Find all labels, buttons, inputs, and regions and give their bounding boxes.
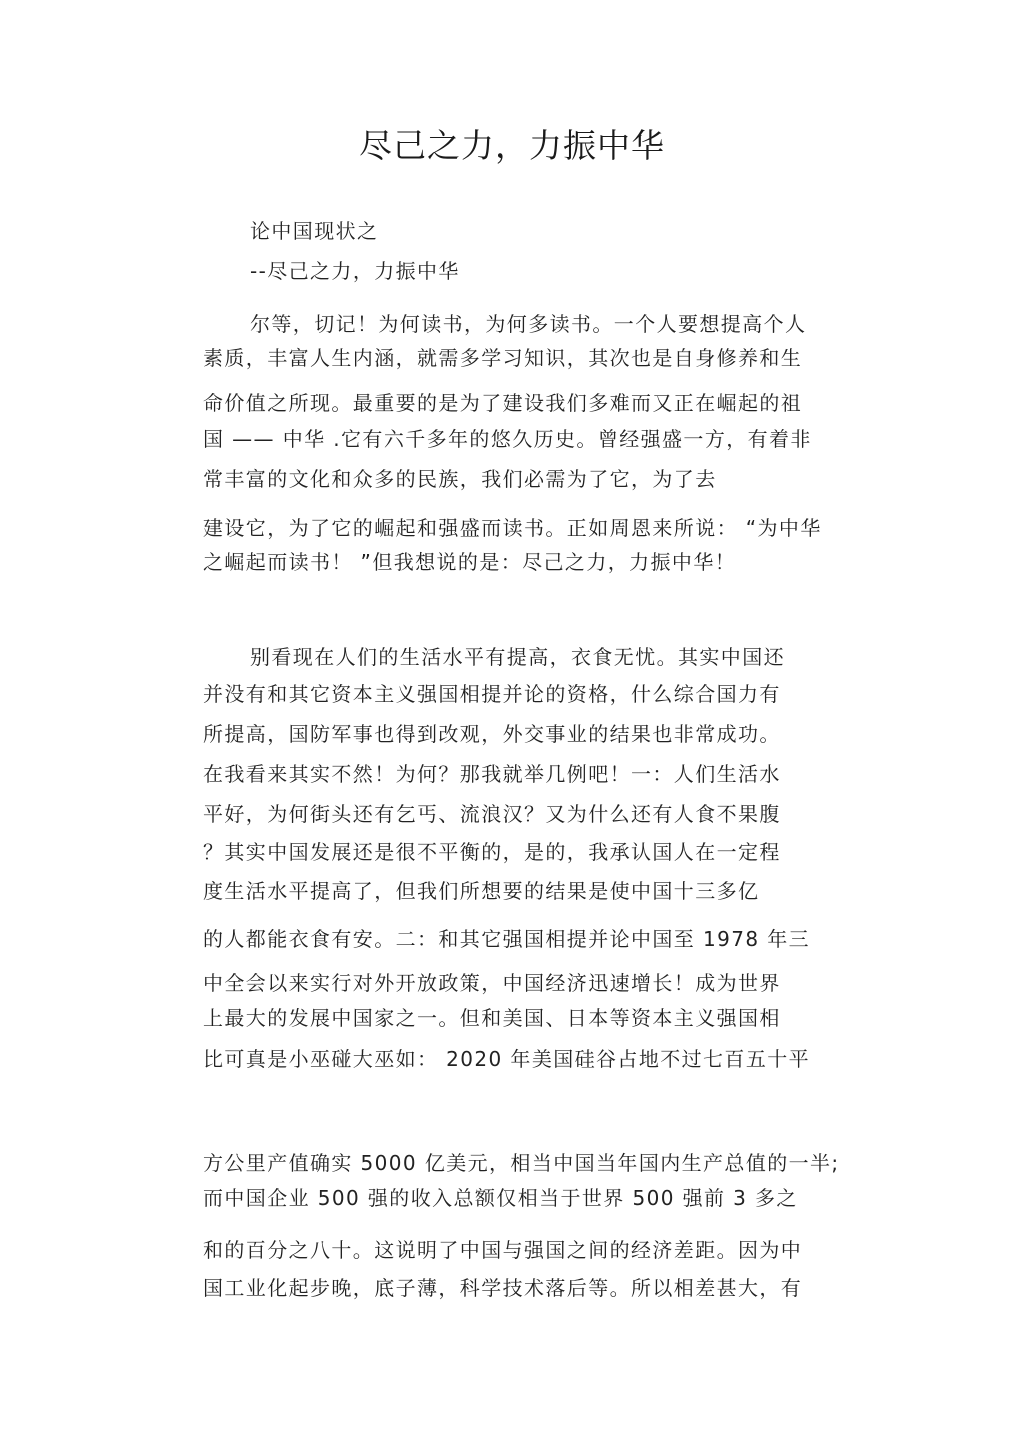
- paragraph-line: 别看现在人们的生活水平有提高，衣食无忧。其实中国还: [250, 645, 785, 669]
- paragraph-line: 方公里产值确实 5000 亿美元，相当中国当年国内生产总值的一半;: [203, 1151, 840, 1175]
- paragraph-line: 素质，丰富人生内涵，就需多学习知识，其次也是自身修养和生: [203, 346, 803, 370]
- paragraph-line: 在我看来其实不然！为何？那我就举几例吧！一：人们生活水: [203, 762, 781, 786]
- paragraph-line: 并没有和其它资本主义强国相提并论的资格，什么综合国力有: [203, 682, 781, 706]
- paragraph-line: 中全会以来实行对外开放政策，中国经济迅速增长！成为世界: [203, 971, 781, 995]
- paragraph-line: 所提高，国防军事也得到改观，外交事业的结果也非常成功。: [203, 722, 781, 746]
- paragraph-line: 国工业化起步晚，底子薄，科学技术落后等。所以相差甚大，有: [203, 1276, 803, 1300]
- subtitle-line: --尽己之力，力振中华: [250, 259, 460, 283]
- paragraph-line: 尔等，切记！为何读书，为何多读书。一个人要想提高个人: [250, 312, 807, 336]
- paragraph-line: 上最大的发展中国家之一。但和美国、日本等资本主义强国相: [203, 1006, 781, 1030]
- paragraph-line: 而中国企业 500 强的收入总额仅相当于世界 500 强前 3 多之: [203, 1186, 798, 1210]
- paragraph-line: 常丰富的文化和众多的民族，我们必需为了它，为了去: [203, 467, 717, 491]
- paragraph-line: 和的百分之八十。这说明了中国与强国之间的经济差距。因为中: [203, 1238, 803, 1262]
- paragraph-line: 之崛起而读书！ ”但我想说的是：尽己之力，力振中华！: [203, 550, 737, 574]
- subtitle-line: 论中国现状之: [250, 219, 379, 243]
- paragraph-line: 的人都能衣食有安。二：和其它强国相提并论中国至 1978 年三: [203, 927, 811, 951]
- document-title: 尽己之力，力振中华: [359, 126, 665, 165]
- paragraph-line: ？其实中国发展还是很不平衡的，是的，我承认国人在一定程: [203, 840, 781, 864]
- paragraph-line: 建设它，为了它的崛起和强盛而读书。正如周恩来所说： “为中华: [203, 516, 822, 540]
- paragraph-line: 平好，为何街头还有乞丐、流浪汉？又为什么还有人食不果腹: [203, 802, 781, 826]
- paragraph-line: 命价值之所现。最重要的是为了建设我们多难而又正在崛起的祖: [203, 391, 803, 415]
- paragraph-line: 比可真是小巫碰大巫如： 2020 年美国硅谷占地不过七百五十平: [203, 1047, 811, 1071]
- paragraph-line: 国 —— 中华 .它有六千多年的悠久历史。曾经强盛一方，有着非: [203, 427, 812, 451]
- paragraph-line: 度生活水平提高了，但我们所想要的结果是使中国十三多亿: [203, 879, 760, 903]
